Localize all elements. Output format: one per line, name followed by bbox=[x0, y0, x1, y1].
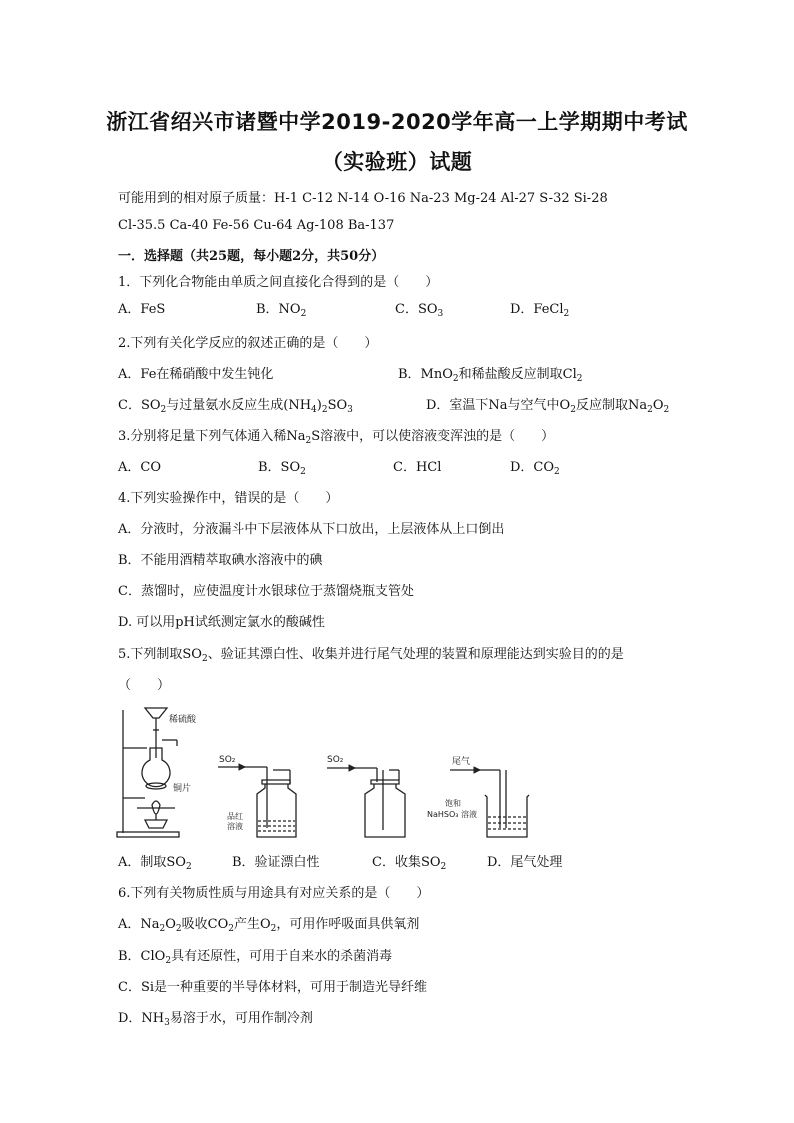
label-tail-gas: 尾气 bbox=[452, 757, 471, 767]
label-nahso3-solution: NaHSO₃ 溶液 bbox=[427, 810, 478, 819]
question-6-option-a: A．$Na_2O_2$吸收$CO_2$产生$O_2$，可用作呼吸面具供氧剂 bbox=[118, 917, 420, 934]
apparatus-a-generator bbox=[117, 708, 179, 837]
question-5-option-b: B．验证漂白性 bbox=[232, 855, 320, 870]
apparatus-figure bbox=[115, 700, 565, 845]
question-1-stem: 1．下列化合物能由单质之间直接化合得到的是（ ） bbox=[118, 275, 439, 290]
apparatus-d-beaker bbox=[450, 770, 529, 837]
question-5-option-d: D．尾气处理 bbox=[487, 855, 563, 870]
label-so2-b: SO₂ bbox=[219, 755, 236, 765]
question-3-stem: 3.分别将足量下列气体通入稀$Na_2S$溶液中，可以使溶液变浑浊的是（ ） bbox=[118, 429, 555, 446]
question-3-option-d: D．$CO_2$ bbox=[510, 460, 560, 477]
exam-title-line2: （实验班）试题 bbox=[321, 150, 473, 174]
question-1-option-b: B．$NO_2$ bbox=[256, 302, 307, 319]
question-3-option-b: B．$SO_2$ bbox=[258, 460, 306, 477]
question-4-option-a: A．分液时，分液漏斗中下层液体从下口放出，上层液体从上口倒出 bbox=[118, 522, 505, 537]
label-copper-strip: 铜片 bbox=[173, 784, 192, 794]
question-4-stem: 4.下列实验操作中，错误的是（ ） bbox=[118, 491, 339, 506]
apparatus-c-bottle bbox=[327, 768, 405, 837]
question-1-option-d: D．FeCl$_2$ bbox=[510, 302, 570, 319]
exam-title-line1: 浙江省绍兴市诸暨中学2019-2020学年高一上学期期中考试 bbox=[106, 110, 688, 134]
question-2-option-a: A．Fe在稀硝酸中发生钝化 bbox=[118, 367, 274, 382]
question-6-stem: 6.下列有关物质性质与用途具有对应关系的是（ ） bbox=[118, 886, 430, 901]
question-5-option-a: A．制取$SO_2$ bbox=[118, 855, 192, 872]
atomic-masses-line2: Cl-35.5 Ca-40 Fe-56 Cu-64 Ag-108 Ba-137 bbox=[118, 218, 395, 233]
question-6-option-d: D．$NH_3$易溶于水，可用作制冷剂 bbox=[118, 1011, 313, 1028]
question-4-option-c: C．蒸馏时，应使温度计水银球位于蒸馏烧瓶支管处 bbox=[118, 584, 414, 599]
question-6-option-c: C．Si是一种重要的半导体材料，可用于制造光导纤维 bbox=[118, 980, 428, 995]
question-4-option-b: B．不能用酒精萃取碘水溶液中的碘 bbox=[118, 553, 323, 568]
question-1-option-c: C．$SO_3$ bbox=[395, 302, 444, 319]
label-magenta-1: 品红 bbox=[227, 812, 243, 821]
label-so2-c: SO₂ bbox=[327, 755, 344, 765]
label-saturated: 饱和 bbox=[445, 799, 461, 808]
question-5-stem: 5.下列制取$SO_2$、验证其漂白性、收集并进行尾气处理的装置和原理能达到实验目的的是 bbox=[118, 647, 624, 664]
question-4-option-d: D. 可以用pH试纸测定氯水的酸碱性 bbox=[118, 615, 325, 630]
question-2-option-d: D．室温下Na与空气中$O_2$反应制取$Na_2O_2$ bbox=[426, 398, 670, 415]
question-3-option-a: A．CO bbox=[118, 460, 161, 475]
section-heading: 一．选择题（共25题，每小题2分，共50分） bbox=[118, 249, 385, 264]
label-magenta-2: 溶液 bbox=[227, 822, 243, 831]
question-6-option-b: B．ClO$_2$具有还原性，可用于自来水的杀菌消毒 bbox=[118, 949, 393, 966]
label-dilute-sulfuric-acid: 稀硫酸 bbox=[169, 715, 197, 725]
question-1-option-a: A．FeS bbox=[118, 302, 166, 317]
question-3-option-c: C．HCl bbox=[393, 460, 442, 475]
question-2-option-c: C．$SO_2$与过量氨水反应生成$(NH_4)_2SO_3$ bbox=[118, 398, 353, 415]
question-2-stem: 2.下列有关化学反应的叙述正确的是（ ） bbox=[118, 336, 378, 351]
question-5-paren: （ ） bbox=[118, 678, 171, 693]
question-5-option-c: C．收集$SO_2$ bbox=[372, 855, 447, 872]
atomic-masses-line1: 可能用到的相对原子质量：H-1 C-12 N-14 O-16 Na-23 Mg-24 Al-27 S-32 Si-28 bbox=[118, 191, 608, 206]
question-2-option-b: B．MnO$_2$和稀盐酸反应制取$Cl_2$ bbox=[398, 367, 583, 384]
